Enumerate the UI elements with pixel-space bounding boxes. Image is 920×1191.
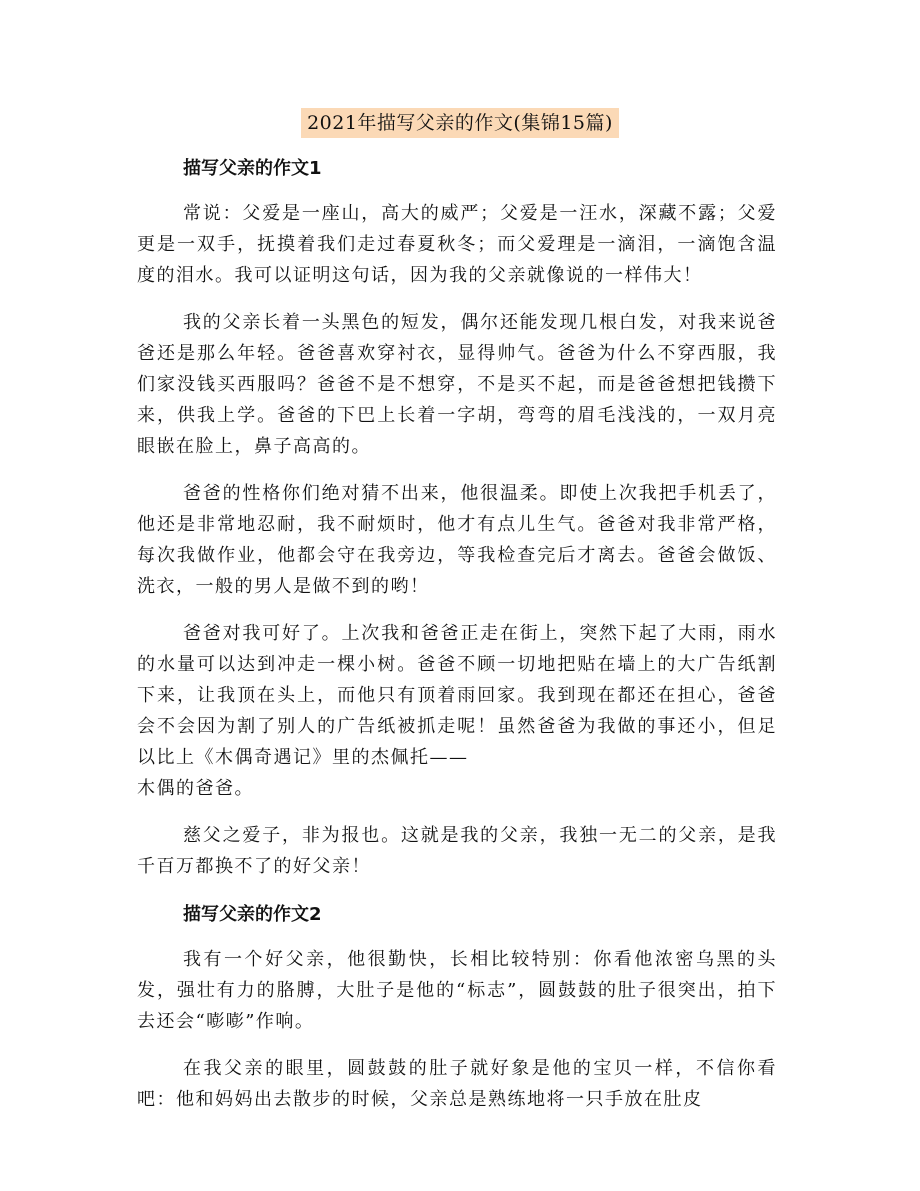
title-container — [0, 108, 920, 138]
paragraph: 我的父亲长着一头黑色的短发，偶尔还能发现几根白发，对我来说爸爸还是那么年轻。爸爸喜欢穿衬衣，显得帅气。爸爸为什么不穿西服，我们家没钱买西服吗？爸爸不是不想穿，不是买不起，而是爸爸想把钱攒下来，供我上学。爸爸的下巴上长着一字胡，弯弯的眉毛浅浅的，一双月亮眼嵌在脸上，鼻子高高的。 — [137, 312, 777, 457]
paragraph-continuation: 木偶的爸爸。 — [137, 778, 254, 799]
paragraph: 爸爸的性格你们绝对猜不出来，他很温柔。即使上次我把手机丢了，他还是非常地忍耐，我不耐烦时，他才有点儿生气。爸爸对我非常严格，每次我做作业，他都会守在我旁边，等我检查完后才离去。爸爸会做饭、洗衣，一般的男人是做不到的哟！ — [137, 483, 777, 597]
section-heading-1: 描写父亲的作文1 — [183, 158, 322, 179]
paragraph — [137, 618, 777, 804]
paragraph: 在我父亲的眼里，圆鼓鼓的肚子就好象是他的宝贝一样，不信你看吧：他和妈妈出去散步的时候，父亲总是熟练地将一只手放在肚皮 — [137, 1058, 777, 1110]
document-body — [137, 152, 777, 1131]
section-heading-2: 描写父亲的作文2 — [183, 904, 322, 925]
paragraph: 慈父之爱子，非为报也。这就是我的父亲，我独一无二的父亲，是我千百万都换不了的好父亲！ — [137, 825, 777, 877]
document-title: 2021年描写父亲的作文(集锦15篇) — [301, 108, 619, 138]
paragraph-text: 爸爸对我可好了。上次我和爸爸正走在街上，突然下起了大雨，雨水的水量可以达到冲走一棵小树。爸爸不顾一切地把贴在墙上的大广告纸割下来，让我顶在头上，而他只有顶着雨回家。我到现在都还在担心，爸爸会不会因为割了别人的广告纸被抓走呢！虽然爸爸为我做的事还小，但足以比上《木偶奇遇记》里的杰佩托—— — [137, 623, 777, 768]
paragraph: 我有一个好父亲，他很勤快，长相比较特别：你看他浓密乌黑的头发，强壮有力的胳膊，大肚子是他的“标志”，圆鼓鼓的肚子很突出，拍下去还会“嘭嘭”作响。 — [137, 949, 777, 1032]
paragraph: 常说：父爱是一座山，高大的威严；父爱是一汪水，深藏不露；父爱更是一双手，抚摸着我们走过春夏秋冬；而父爱理是一滴泪，一滴饱含温度的泪水。我可以证明这句话，因为我的父亲就像说的一样伟大！ — [137, 203, 777, 286]
